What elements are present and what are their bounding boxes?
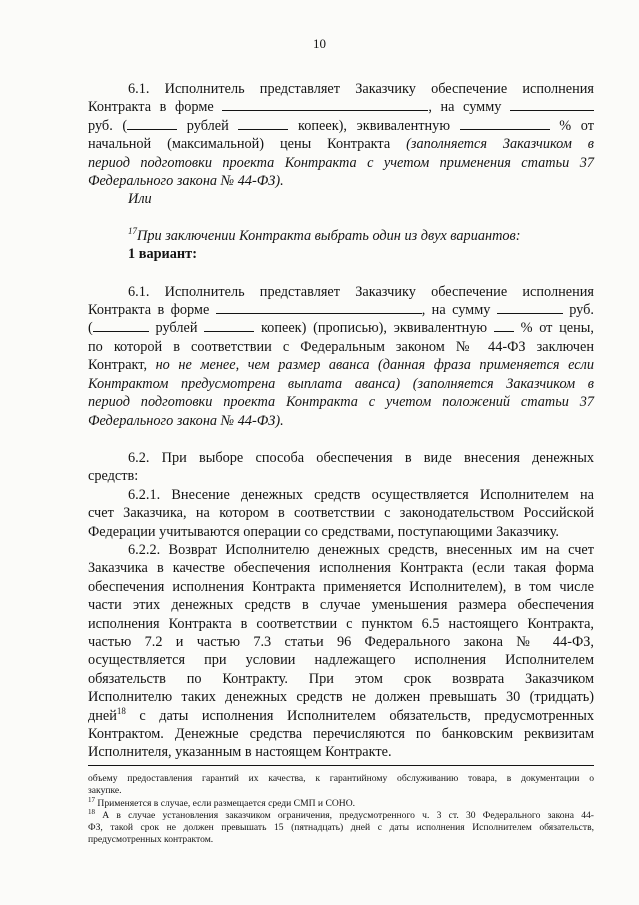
line: Контракт, но не менее, чем размер аванса (данная фраза применяется если <box>88 357 594 374</box>
line: средств: <box>88 468 139 485</box>
clause-6-1-alternative <box>88 80 594 209</box>
line: по которой в соответствии с Федеральным законом № 44-ФЗ заключен <box>88 338 594 355</box>
footnote-continuation: закупке. <box>88 785 122 797</box>
amount-blank <box>497 301 563 314</box>
line: Контракта в форме , на сумму руб. <box>88 302 594 319</box>
rubles-blank <box>93 319 149 332</box>
line: Федерального закона № 44-ФЗ). <box>88 173 284 190</box>
footnote-17-note: $^{17}$При заключении Контракта выбрать один из двух вариантов: <box>128 226 521 244</box>
or-label: Или <box>128 191 152 208</box>
line: Федерального закона № 44-ФЗ). <box>88 412 284 429</box>
line: 6.2.2. Возврат Исполнителю денежных средств, внесенных им на счет <box>128 541 594 558</box>
percent-blank <box>460 117 550 130</box>
line: Заказчика в качестве обеспечения исполнения Контракта (если такая форма <box>88 560 594 577</box>
amount-blank <box>510 98 594 111</box>
form-blank <box>216 301 422 314</box>
clause-6-2-2 <box>88 541 594 762</box>
line: частью 7.2 и частью 7.3 статьи 96 Федерального закона № 44-ФЗ, <box>88 633 594 650</box>
footnotes <box>88 773 594 847</box>
page-number: 10 <box>313 36 326 51</box>
line: осуществляется при условии надлежащего исполнения Исполнителем <box>88 652 594 669</box>
footnote-ref-18: 18 <box>116 705 126 716</box>
line: обязательств по Контракту. При этом срок возврата Заказчиком <box>88 670 594 687</box>
footnote-18-line: ФЗ, такой срок не должен превышать 15 (пятнадцать) дней с даты исполнения Исполнителем обязательств, <box>88 822 594 834</box>
line: Федерации учитываются операции со средствами, поступающими Заказчику. <box>88 523 559 540</box>
line: части этих денежных средств в случае уменьшения размера обеспечения <box>88 597 594 614</box>
clause-6-2 <box>88 449 594 486</box>
line: руб. ( рублей копеек), эквивалентную % от <box>88 117 595 134</box>
footnote-18: $^{18}$ А в случае установления заказчиком ограничения, предусмотренного ч. 3 ст. 30 Федерального закона 44- <box>88 807 594 821</box>
line: период подготовки проекта Контракта с учетом применения статьи 37 <box>88 154 594 171</box>
line: Исполнителю таких денежных средств не должен превышать 30 (тридцать) <box>88 689 594 706</box>
footnote-17: $^{17}$ Применяется в случае, если размещается среди СМП и СОНО. <box>88 795 356 809</box>
kopecks-blank <box>204 319 254 332</box>
line: исполнения Контракта в соответствии с пунктом 6.5 настоящего Контракта, <box>88 615 594 632</box>
line: начальной (максимальной) цены Контракта (заполняется Заказчиком в <box>88 136 594 153</box>
line: ( рублей копеек) (прописью), эквивалентную % от цены, <box>88 320 594 337</box>
line: счет Заказчика, на котором в соответствии с законодательством Российской <box>88 505 594 522</box>
line: 6.2. При выборе способа обеспечения в виде внесения денежных <box>128 449 594 466</box>
line: 6.2.1. Внесение денежных средств осуществляется Исполнителем на <box>128 486 594 503</box>
footnote-continuation: объему предоставления гарантий их качества, к гарантийному обслуживанию товара, в документации о <box>88 773 594 784</box>
line: обеспечения исполнения Контракта применяется Исполнителем), в том числе <box>88 578 594 595</box>
kopecks-blank <box>238 117 288 130</box>
clause-6-1-variant-1 <box>88 283 594 430</box>
line: Контрактом. Денежные средства перечисляются по банковским реквизитам <box>88 726 594 742</box>
line: 6.1. Исполнитель представляет Заказчику обеспечение исполнения <box>128 283 594 300</box>
line: Исполнителя, указанным в настоящем Контракте. <box>88 744 392 761</box>
form-blank <box>222 98 428 111</box>
line: 6.1. Исполнитель представляет Заказчику обеспечение исполнения <box>128 81 594 97</box>
percent-blank <box>494 319 514 332</box>
contract-body <box>88 80 594 762</box>
line: дней$^{18}$ с даты исполнения Исполнителем обязательств, предусмотренных <box>88 705 594 724</box>
line: период подготовки проекта Контракта с учетом положений статьи 37 <box>88 394 594 411</box>
variant-1-heading: 1 вариант: <box>128 246 197 263</box>
line: Контрактом предусмотрена выплата аванса) (заполняется Заказчиком в <box>88 375 594 392</box>
line: Контракта в форме , на сумму <box>88 98 594 116</box>
clause-6-2-1 <box>88 486 594 541</box>
rubles-blank <box>127 117 177 130</box>
footnote-18-line: предусмотренных контрактом. <box>88 834 214 846</box>
footnote-divider <box>88 765 594 766</box>
